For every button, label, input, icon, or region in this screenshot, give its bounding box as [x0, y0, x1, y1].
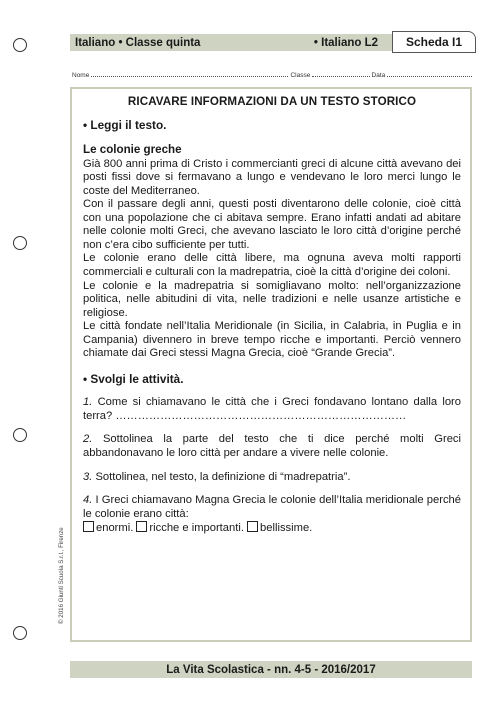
header-subject: Italiano • Classe quinta	[75, 36, 201, 49]
binder-hole-1	[13, 38, 27, 52]
question-number: 3.	[83, 470, 93, 483]
question-2	[83, 433, 461, 460]
paragraph-2: Con il passare degli anni, questi posti diventarono delle colonie, cioè città con una popolazione che ci abitava sempre. Erano infatti andati ad abitare nelle colonie molti Greci, che avevano lasciato le loro città d’origine perché non c’era cibo sufficiente per tutti.	[83, 198, 461, 251]
worksheet-title: RICAVARE INFORMAZIONI DA UN TESTO STORICO	[127, 95, 417, 108]
question-number: 4.	[83, 494, 93, 507]
checkbox-option-3[interactable]	[247, 521, 258, 532]
question-text: Sottolinea, nel testo, la definizione di “madrepatria”.	[95, 470, 351, 483]
question-4	[83, 494, 461, 521]
option-2-label: ricche e importanti.	[149, 522, 244, 535]
option-3-label: bellissime.	[260, 522, 313, 535]
copyright-notice: © 2016 Giunti Scuola S.r.l., Firenze	[58, 527, 65, 624]
sheet-tab: Scheda I1	[392, 31, 476, 53]
date-field[interactable]	[387, 70, 472, 77]
answer-options	[83, 521, 461, 536]
text-subtitle: Le colonie greche	[83, 143, 182, 157]
instruction-activities: • Svolgi le attività.	[83, 371, 184, 386]
binder-hole-3	[13, 428, 27, 442]
binder-hole-2	[13, 236, 27, 250]
option-1-label: enormi.	[96, 522, 134, 535]
header-course: • Italiano L2	[313, 36, 378, 49]
paragraph-3: Le colonie erano delle città libere, ma ognuna aveva molti rapporti commerciali e culturali con la madrepatria, cioè la città d’origine dei coloni.	[83, 252, 461, 279]
question-text: I Greci chiamavano Magna Grecia le colonie dell’Italia meridionale perché le colonie erano città:	[83, 494, 462, 520]
question-number: 2.	[83, 433, 93, 446]
name-label: Nome	[72, 72, 90, 79]
name-field[interactable]	[91, 70, 288, 77]
paragraph-4: Le colonie e la madrepatria si somigliavano molto: nell’organizzazione politica, nelle abitudini di vita, nelle tradizioni e nelle usanze artistiche e religiose.	[83, 279, 461, 319]
footer-bar: La Vita Scolastica - nn. 4-5 - 2016/2017	[70, 661, 472, 678]
paragraph-5: Le città fondate nell’Italia Meridionale (in Sicilia, in Calabria, in Puglia e in Campania) divennero in breve tempo ricche e importanti. Perciò vennero chiamate dai Greci stessi Magna Grecia, cioè “Grande Grecia”.	[83, 320, 461, 360]
checkbox-option-2[interactable]	[136, 521, 147, 532]
instruction-read: • Leggi il testo.	[83, 117, 167, 132]
header-bar	[70, 34, 472, 51]
question-1	[83, 396, 461, 423]
checkbox-option-1[interactable]	[83, 521, 94, 532]
question-text: Come si chiamavano le città che i Greci fondavano lontano dalla loro terra? ……………………………………………………………………	[83, 396, 462, 422]
class-field[interactable]	[312, 70, 369, 77]
date-label: Data	[371, 72, 386, 79]
paragraph-1: Già 800 anni prima di Cristo i commercianti greci di alcune città avevano dei posti fissi dove si fermavano a lungo e vendevano le loro merci lungo le coste del Mediterraneo.	[83, 157, 461, 197]
question-text: Sottolinea la parte del testo che ti dice perché molti Greci abbandonavano le loro città per andare a vivere nelle colonie.	[83, 433, 461, 460]
question-number: 1.	[83, 396, 93, 409]
question-3	[83, 471, 461, 485]
student-info-line	[72, 70, 472, 79]
worksheet-content	[83, 95, 461, 546]
class-label: Classe	[290, 72, 311, 79]
binder-hole-4	[13, 626, 27, 640]
